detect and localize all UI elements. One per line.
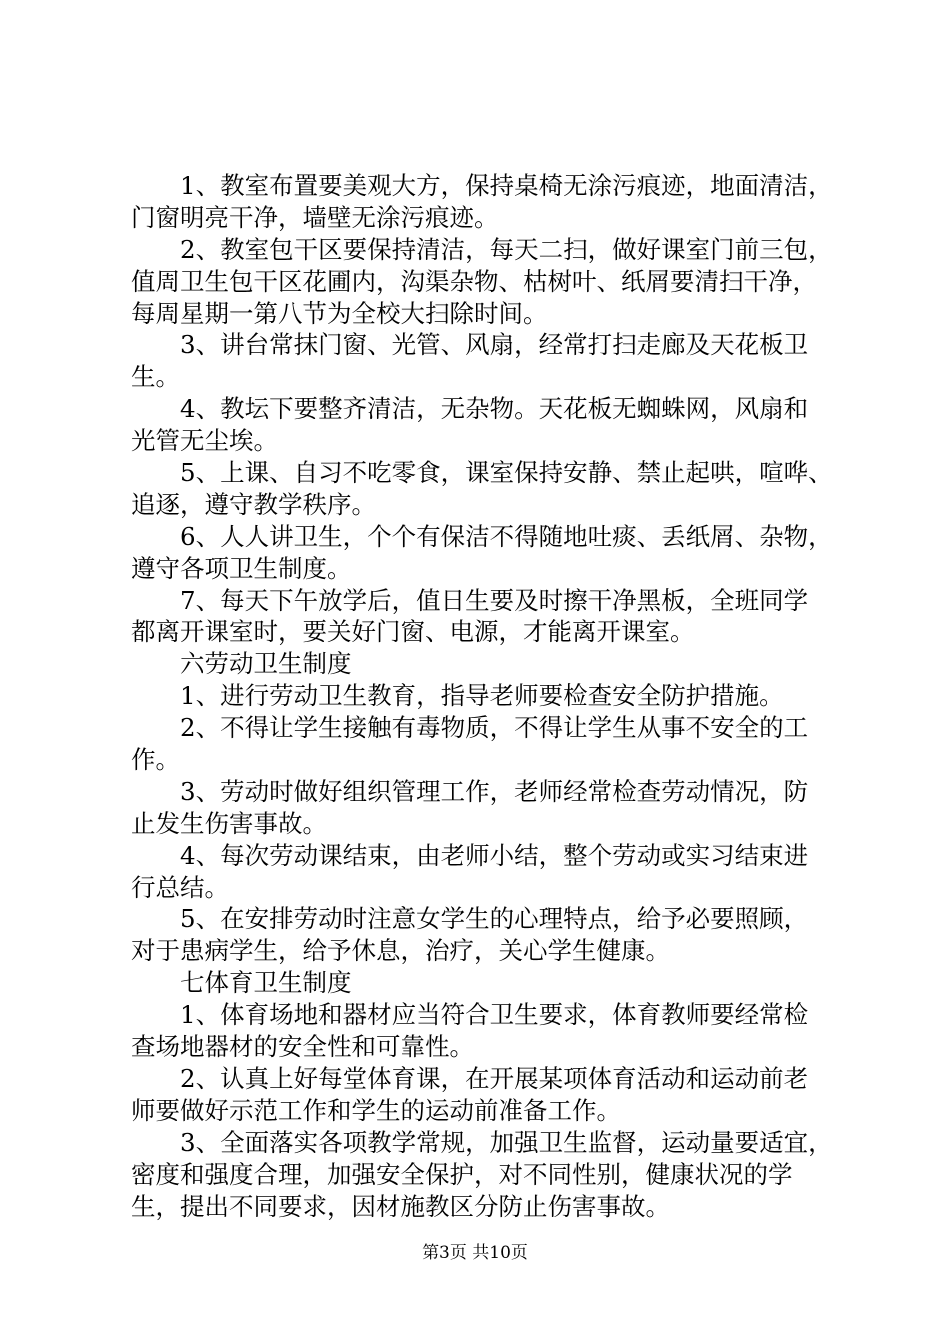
text-line: 光管无尘埃。 [131, 426, 278, 456]
text-line: 3、讲台常抹门窗、光管、风扇，经常打扫走廊及天花板卫 [180, 330, 809, 360]
text-line: 都离开课室时，要关好门窗、电源，才能离开课室。 [131, 617, 695, 647]
text-line: 门窗明亮干净，墙壁无涂污痕迹。 [131, 202, 499, 232]
page-footer [0, 1242, 950, 1264]
text-line: 2、教室包干区要保持清洁，每天二扫，做好课室门前三包， [180, 234, 833, 264]
text-line: 4、每次劳动课结束，由老师小结，整个劳动或实习结束进 [180, 840, 809, 870]
text-line: 5、在安排劳动时注意女学生的心理特点，给予必要照顾， [180, 904, 809, 934]
text-line: 行总结。 [131, 872, 229, 902]
text-line: 2、不得让学生接触有毒物质，不得让学生从事不安全的工 [180, 713, 809, 743]
text-line: 值周卫生包干区花圃内，沟渠杂物、枯树叶、纸屑要清扫干净， [131, 266, 817, 296]
text-line: 每周星期一第八节为全校大扫除时间。 [131, 298, 548, 328]
text-line: 生。 [131, 362, 180, 392]
text-line: 1、体育场地和器材应当符合卫生要求，体育教师要经常检 [180, 1000, 809, 1030]
text-line: 追逐，遵守教学秩序。 [131, 489, 376, 519]
text-line: 止发生伤害事故。 [131, 808, 327, 838]
text-line: 5、上课、自习不吃零食，课室保持安静、禁止起哄，喧哗、 [180, 458, 833, 488]
page-number-label: 第3页 共10页 [422, 1243, 528, 1263]
document-body [131, 170, 831, 1222]
text-line: 3、劳动时做好组织管理工作，老师经常检查劳动情况，防 [180, 776, 809, 806]
text-line: 1、教室布置要美观大方，保持桌椅无涂污痕迹，地面清洁， [180, 171, 833, 200]
text-line: 师要做好示范工作和学生的运动前准备工作。 [131, 1095, 621, 1125]
text-line: 3、全面落实各项教学常规，加强卫生监督，运动量要适宜， [180, 1127, 833, 1157]
text-line: 查场地器材的安全性和可靠性。 [131, 1032, 474, 1062]
text-line: 4、教坛下要整齐清洁，无杂物。天花板无蜘蛛网，风扇和 [180, 394, 809, 424]
text-line: 6、人人讲卫生，个个有保洁不得随地吐痰、丢纸屑、杂物， [180, 521, 833, 551]
text-line: 七体育卫生制度 [180, 968, 352, 998]
text-line: 遵守各项卫生制度。 [131, 553, 352, 583]
text-line: 7、每天下午放学后，值日生要及时擦干净黑板，全班同学 [180, 585, 809, 615]
text-line: 2、认真上好每堂体育课，在开展某项体育活动和运动前老 [180, 1063, 809, 1093]
text-line: 对于患病学生，给予休息，治疗，关心学生健康。 [131, 936, 670, 966]
text-line: 1、进行劳动卫生教育，指导老师要检查安全防护措施。 [180, 681, 784, 711]
text-line: 作。 [131, 745, 180, 775]
text-line: 密度和强度合理，加强安全保护，对不同性别，健康状况的学 [131, 1159, 793, 1189]
text-line: 生，提出不同要求，因材施教区分防止伤害事故。 [131, 1191, 670, 1221]
text-line: 六劳动卫生制度 [180, 649, 352, 679]
